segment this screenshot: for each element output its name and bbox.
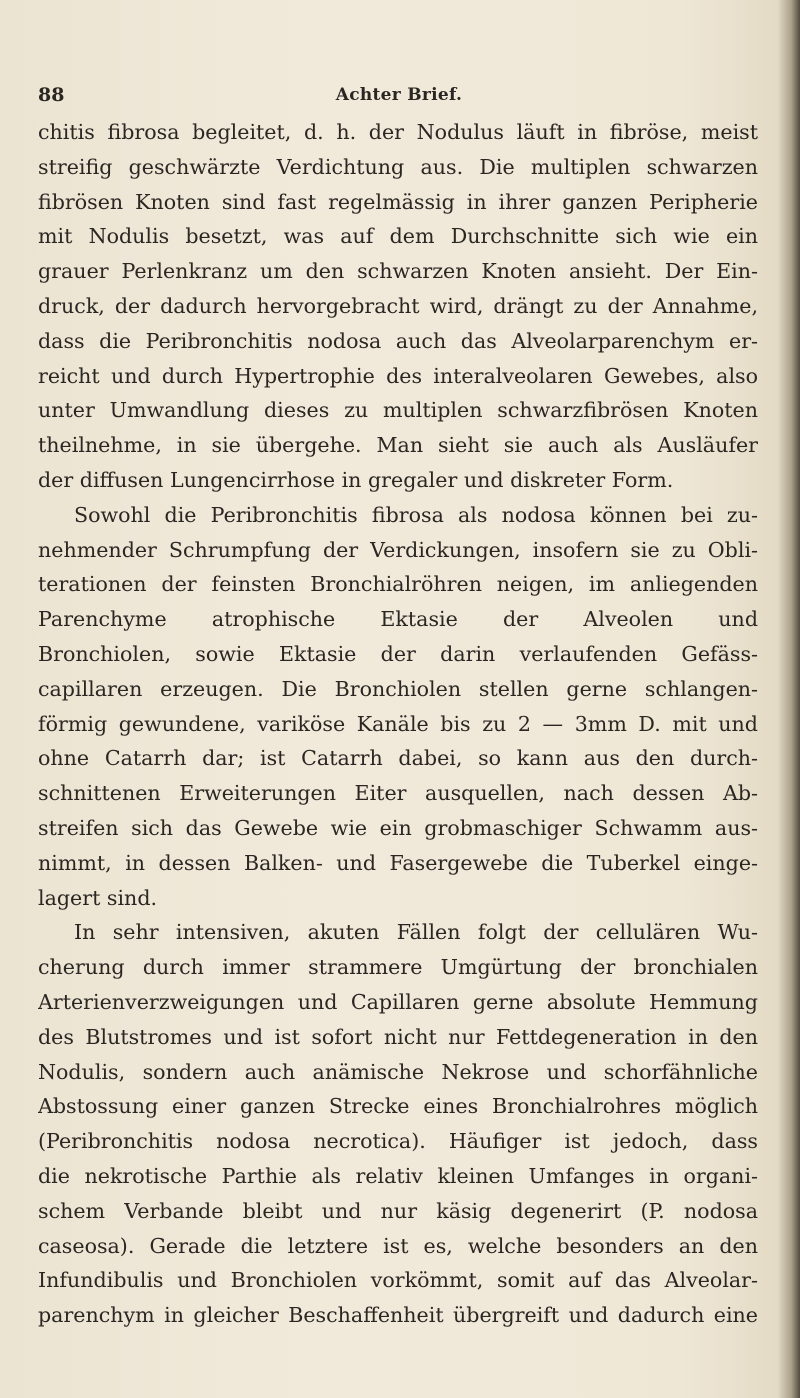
text-line: förmig gewundene, variköse Kanäle bis zu 2 — 3mm D. mit und <box>38 711 758 736</box>
text-line: druck, der dadurch hervorgebracht wird, drängt zu der Annahme, <box>38 293 758 318</box>
text-line: Parenchyme atrophische Ektasie der Alveolen und <box>38 607 758 632</box>
text-line: (Peribronchitis nodosa necrotica). Häufiger ist jedoch, dass <box>38 1129 758 1154</box>
page-edge-shadow <box>778 0 800 1398</box>
text-line: Arterienverzweigungen und Capillaren gerne absolute Hemmung <box>38 989 758 1014</box>
text-line: schnittenen Erweiterungen Eiter ausquellen, nach dessen Ab- <box>38 781 758 806</box>
text-line: terationen der feinsten Bronchialröhren neigen, im anliegenden <box>38 572 758 597</box>
text-line: reicht und durch Hypertrophie des interalveolaren Gewebes, also <box>38 363 758 388</box>
text-line: Bronchiolen, sowie Ektasie der darin verlaufenden Gefäss- <box>38 641 758 666</box>
page-header <box>38 84 760 114</box>
text-line: der diffusen Lungencirrhose in gregaler und diskreter Form. <box>38 467 674 492</box>
text-line: mit Nodulis besetzt, was auf dem Durchschnitte sich wie ein <box>38 224 758 249</box>
text-line: caseosa). Gerade die letztere ist es, welche besonders an den <box>38 1233 758 1258</box>
text-line: streifig geschwärzte Verdichtung aus. Die multiplen schwarzen <box>38 154 758 179</box>
text-line: streifen sich das Gewebe wie ein grobmaschiger Schwamm aus- <box>38 815 758 840</box>
text-line: Sowohl die Peribronchitis fibrosa als nodosa können bei zu- <box>74 502 758 527</box>
text-line: grauer Perlenkranz um den schwarzen Knoten ansieht. Der Ein- <box>38 259 758 284</box>
text-line: Nodulis, sondern auch anämische Nekrose und schorfähnliche <box>38 1059 758 1084</box>
text-line: des Blutstromes und ist sofort nicht nur Fettdegeneration in den <box>38 1024 758 1049</box>
text-line: nehmender Schrumpfung der Verdickungen, insofern sie zu Obli- <box>38 537 758 562</box>
text-line: dass die Peribronchitis nodosa auch das Alveolarparenchym er- <box>38 328 758 353</box>
text-line: chitis fibrosa begleitet, d. h. der Nodulus läuft in fibröse, meist <box>38 120 758 144</box>
text-line: Abstossung einer ganzen Strecke eines Bronchialrohres möglich <box>38 1094 758 1119</box>
text-line: fibrösen Knoten sind fast regelmässig in ihrer ganzen Peripherie <box>38 189 758 214</box>
text-line: die nekrotische Parthie als relativ kleinen Umfanges in organi- <box>38 1163 758 1188</box>
text-line: theilnehme, in sie übergehe. Man sieht sie auch als Ausläufer <box>38 433 758 458</box>
body-text <box>38 115 758 1333</box>
text-line: capillaren erzeugen. Die Bronchiolen stellen gerne schlangen- <box>38 676 758 701</box>
text-line: nimmt, in dessen Balken- und Fasergewebe die Tuberkel einge- <box>38 850 758 875</box>
text-line: cherung durch immer strammere Umgürtung der bronchialen <box>38 955 758 980</box>
text-line: ohne Catarrh dar; ist Catarrh dabei, so kann aus den durch- <box>38 746 758 771</box>
page-number: 88 <box>38 84 65 106</box>
text-line: lagert sind. <box>38 885 158 910</box>
running-head: Achter Brief. <box>335 85 463 105</box>
text-line: unter Umwandlung dieses zu multiplen schwarzfibrösen Knoten <box>38 398 758 423</box>
text-line: parenchym in gleicher Beschaffenheit übergreift und dadurch eine <box>38 1303 758 1328</box>
text-line: Infundibulis und Bronchiolen vorkömmt, somit auf das Alveolar- <box>38 1268 758 1293</box>
text-line: schem Verbande bleibt und nur käsig degenerirt (P. nodosa <box>38 1198 758 1223</box>
text-line: In sehr intensiven, akuten Fällen folgt der cellulären Wu- <box>74 920 758 945</box>
